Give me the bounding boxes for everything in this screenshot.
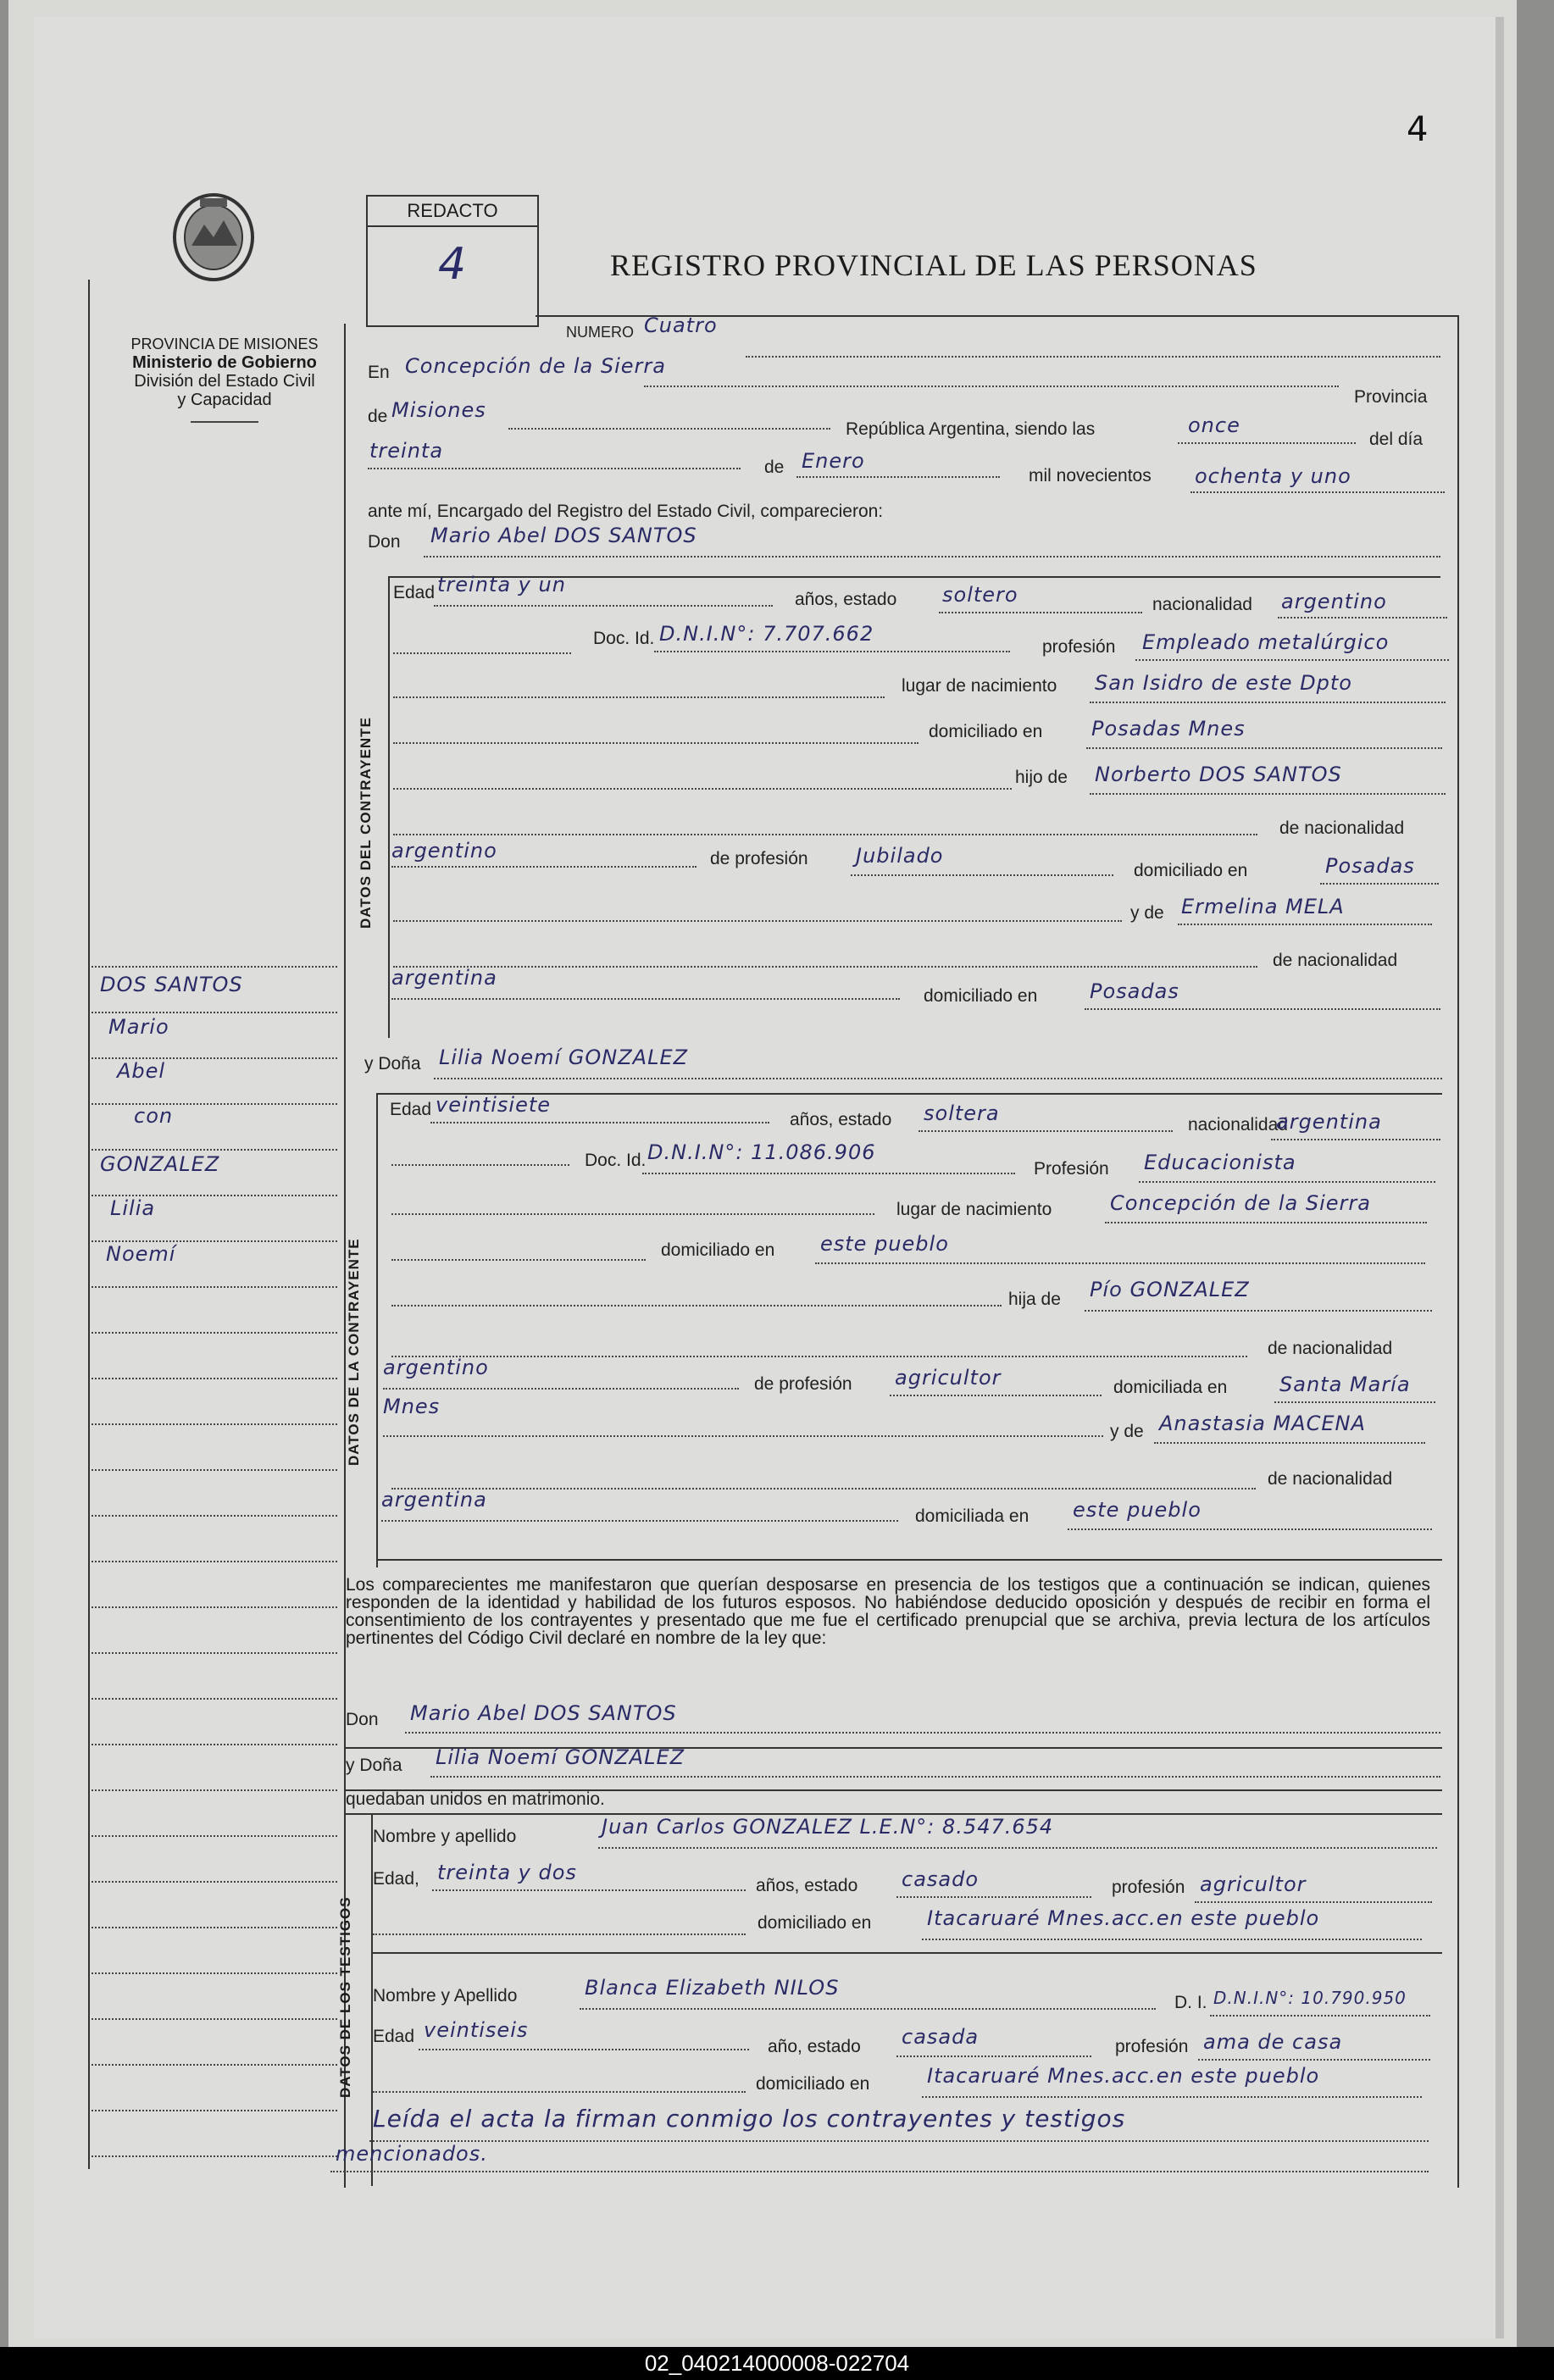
f-padre-nac: argentino [383,1356,489,1379]
t1-edad: treinta y dos [437,1861,577,1884]
margin-dotted-line [92,1744,337,1745]
f-madre-dom-label: domiciliada en [915,1506,1030,1526]
margin-dotted-line [92,1606,337,1608]
f-y-de-label: y de [1110,1422,1144,1441]
contrayente-rule [388,576,390,1038]
de-mes-label: de [764,458,785,477]
margin-dotted-line [92,1835,337,1837]
dom-label: domiciliado en [929,722,1043,741]
page-title: REGISTRO PROVINCIAL DE LAS PERSONAS [610,248,1257,282]
ante-label: ante mí, Encargado del Registro del Estado Civil, comparecieron: [368,502,884,521]
margin-dotted-line [92,966,337,968]
de-nac-label-2: de nacionalidad [1273,951,1398,970]
f-nac-value: argentina [1276,1110,1382,1134]
de-value: Misiones [391,398,486,422]
margin-dotted-line [92,1332,337,1334]
margin-note-6: Lilia [110,1196,156,1220]
numero-value: Cuatro [644,313,718,337]
f-de-prof-label: de profesión [754,1374,852,1394]
del-dia-label: del día [1369,430,1424,449]
f-edad-label: Edad [390,1100,432,1119]
t1-estado: casado [902,1867,980,1891]
madre-value: Ermelina MELA [1181,895,1345,918]
t1-edad-label: Edad, [373,1869,419,1889]
t1-dom-label: domiciliado en [758,1913,872,1933]
t1-dom: Itacaruaré Mnes.acc.en este pueblo [927,1906,1320,1930]
republica-label: República Argentina, siendo las [846,419,1096,439]
prof-label: profesión [1042,637,1116,657]
f-padre-dom-label: domiciliada en [1113,1378,1228,1397]
margin-note-5: GONZALEZ [100,1152,220,1176]
f-lugar-value: Concepción de la Sierra [1110,1191,1371,1215]
madre-nac: argentina [391,966,497,990]
y-de-label: y de [1130,903,1164,923]
f-padre-dom-2: Mnes [383,1395,441,1418]
decl-dona-label: y Doña [346,1756,402,1775]
f-madre-dom: este pueblo [1073,1498,1202,1522]
t2-edad: veintiseis [424,2018,529,2042]
decl-don-value: Mario Abel DOS SANTOS [410,1701,677,1725]
f-prof-label: Profesión [1034,1159,1109,1179]
issuer-capacity: y Capacidad [177,391,272,409]
madre-dom: Posadas [1090,979,1179,1003]
t2-di: D.N.I.N°: 10.790.950 [1213,1988,1407,2008]
nac-label: nacionalidad [1152,595,1252,614]
decl-unidos: quedaban unidos en matrimonio. [346,1789,605,1809]
t2-anios-label: año, estado [768,2037,861,2056]
margin-note-2: Mario [108,1015,169,1039]
padre-value: Norberto DOS SANTOS [1095,763,1342,786]
f-padre-prof: agricultor [895,1366,1002,1390]
t2-prof: ama de casa [1203,2030,1343,2054]
margin-dotted-line [92,1423,337,1425]
issuer-ministry: Ministerio de Gobierno [132,353,317,372]
margin-dotted-line [92,1881,337,1883]
en-value: Concepción de la Sierra [405,354,666,378]
footer-id: 02_040214000008-022704 [0,2347,1554,2380]
margin-dotted-line [92,1012,337,1013]
nac-value: argentino [1281,590,1387,613]
f-madre-nac: argentina [381,1488,487,1512]
margin-dotted-line [92,1561,337,1562]
f-dom-value: este pueblo [820,1232,949,1256]
t2-dom: Itacaruaré Mnes.acc.en este pueblo [927,2064,1320,2088]
t1-nombre: Juan Carlos GONZALEZ L.E.N°: 8.547.654 [602,1815,1054,1839]
lugar-value: San Isidro de este Dpto [1095,671,1352,695]
dona-value: Lilia Noemí GONZALEZ [439,1046,689,1069]
issuer-division: División del Estado Civil [134,372,315,391]
doc-value: D.N.I.N°: 7.707.662 [659,622,874,646]
margin-dotted-line [92,1515,337,1517]
margin-dotted-line [92,1698,337,1700]
redacto-label: REDACTO [368,197,537,227]
f-dom-label: domiciliado en [661,1240,775,1260]
de-nac-label: de nacionalidad [1279,818,1405,838]
contrayente-side-label: DATOS DEL CONTRAYENTE [358,717,374,929]
margin-rule [88,280,90,2169]
provincial-seal-icon [166,186,261,288]
margin-dotted-line [92,1927,337,1928]
testigos-side-label: DATOS DE LOS TESTIGOS [337,1896,353,2098]
numero-label: NUMERO [566,324,634,341]
margin-dotted-line [92,1972,337,1974]
dom-value: Posadas Mnes [1091,717,1246,741]
estado-value: soltero [942,583,1018,607]
t2-dom-label: domiciliado en [756,2074,870,2094]
margin-dotted-line [92,1103,337,1105]
prof-value: Empleado metalúrgico [1142,630,1390,654]
f-hija-label: hija de [1008,1290,1061,1309]
t2-estado: casada [902,2025,980,2049]
margin-note-3: Abel [117,1059,166,1083]
frame-right [1457,315,1459,2188]
hora-value: once [1188,413,1240,437]
t2-nombre: Blanca Elizabeth NILOS [585,1976,840,2000]
f-madre-value: Anastasia MACENA [1159,1412,1366,1435]
f-estado-value: soltera [924,1101,1000,1125]
margin-note-7: Noemí [106,1242,176,1266]
anios-label: años, estado [795,590,897,609]
contrayente-f-rule [376,1093,378,1567]
anio-value: ochenta y uno [1195,464,1351,488]
t2-nombre-label: Nombre y Apellido [373,1986,518,2006]
t2-prof-label: profesión [1115,2037,1189,2056]
f-doc-value: D.N.I.N°: 11.086.906 [647,1140,876,1164]
edad-label: Edad [393,583,436,602]
padre-dom-label: domiciliado en [1134,861,1248,880]
issuer-block [93,335,356,423]
f-doc-label: Doc. Id. [585,1151,647,1170]
edad-value: treinta y un [437,573,566,596]
provincia-label: Provincia [1354,387,1428,407]
en-label: En [368,363,390,382]
f-lugar-label: lugar de nacimiento [896,1200,1052,1219]
padre-nac: argentino [391,839,497,863]
mil-label: mil novecientos [1029,466,1152,485]
mes-value: Enero [802,449,865,473]
contrayente-f-side-label: DATOS DE LA CONTRAYENTE [346,1238,362,1466]
redacto-mark: 4 [437,239,468,290]
y-dona-label: y Doña [364,1054,421,1073]
margin-dotted-line [92,2064,337,2066]
redacto-box [366,195,539,327]
f-prof-value: Educacionista [1144,1151,1296,1174]
margin-note-1: DOS SANTOS [100,973,243,996]
closing-line-1: Leída el acta la firman conmigo los contrayentes y testigos [373,2105,1126,2133]
margin-dotted-line [92,1652,337,1654]
issuer-province: PROVINCIA DE MISIONES [130,336,319,352]
padre-dom: Posadas [1325,854,1415,878]
margin-dotted-line [92,1286,337,1288]
declaration-text: Los comparecientes me manifestaron que querían desposarse en presencia de los testigos que a continuación se indican, quienes responden de la identidad y habilidad de los futuros esposos. No habiéndose deducido oposición y después de recibir en forma el consentimiento de los contrayentes y presentado que me fue el certificado prenupcial que se archiva, previa lectura de los artículos pertinentes del Código Civil declaré en nombre de la ley que: [346,1575,1430,1648]
f-anios-label: años, estado [790,1110,892,1129]
hijo-label: hijo de [1015,768,1068,787]
margin-dotted-line [92,1789,337,1791]
f-padre-dom: Santa María [1279,1373,1411,1396]
t2-di-label: D. I. [1174,1993,1207,2012]
lugar-label: lugar de nacimiento [902,676,1057,696]
t2-edad-label: Edad [373,2027,415,2046]
margin-note-4: con [134,1104,174,1128]
margin-dotted-line [92,1149,337,1151]
page-number: 4 [1407,110,1429,149]
f-de-nac-label-2: de nacionalidad [1268,1469,1393,1489]
padre-prof: Jubilado [856,844,944,868]
margin-dotted-line [92,2110,337,2111]
t1-anios-label: años, estado [756,1876,858,1895]
decl-dona-value: Lilia Noemí GONZALEZ [436,1745,685,1769]
margin-dotted-line [92,2018,337,2020]
f-de-nac-label: de nacionalidad [1268,1339,1393,1358]
closing-line-2: mencionados. [336,2142,488,2166]
doc-label: Doc. Id. [593,629,655,648]
margin-dotted-line [92,2155,337,2157]
f-edad-value: veintisiete [436,1093,552,1117]
margin-dotted-line [92,1469,337,1471]
t1-prof: agricultor [1200,1872,1307,1896]
don-value: Mario Abel DOS SANTOS [430,524,697,547]
f-nac-label: nacionalidad [1188,1115,1288,1135]
t1-nombre-label: Nombre y apellido [373,1827,517,1846]
margin-dotted-line [92,1378,337,1379]
decl-don-label: Don [346,1710,379,1729]
don-label: Don [368,532,401,552]
de-label: de [368,407,388,426]
f-padre-value: Pío GONZALEZ [1090,1278,1250,1301]
divider [191,421,258,423]
t1-prof-label: profesión [1112,1878,1185,1897]
de-prof-label: de profesión [710,849,808,868]
dia-value: treinta [369,439,444,463]
madre-dom-label: domiciliado en [924,986,1038,1006]
